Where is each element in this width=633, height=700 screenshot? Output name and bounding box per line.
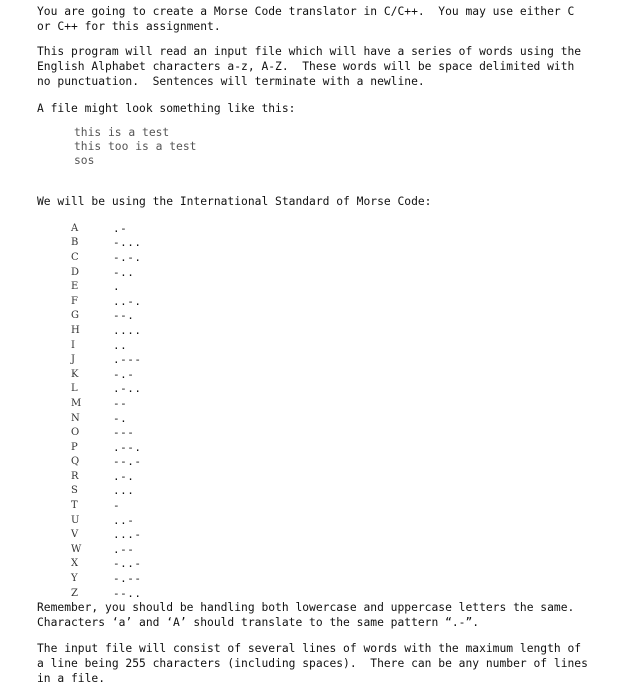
- morse-row: [71, 498, 191, 513]
- morse-letter: L: [71, 383, 78, 395]
- morse-row: [71, 352, 191, 367]
- morse-code-pattern: -..: [113, 265, 135, 279]
- example-line: sos: [74, 154, 95, 167]
- morse-code-pattern: -.-: [113, 367, 135, 381]
- morse-row: [71, 586, 191, 601]
- morse-row: [71, 571, 191, 586]
- morse-code-pattern: --.: [113, 309, 135, 323]
- morse-row: [71, 279, 191, 294]
- morse-code-pattern: .-..: [113, 382, 142, 396]
- morse-code-pattern: -: [113, 499, 121, 513]
- morse-letter: E: [71, 281, 79, 293]
- morse-code-table: [71, 221, 191, 600]
- morse-row: [71, 469, 191, 484]
- example-line: this is a test: [74, 126, 170, 139]
- morse-row: [71, 382, 191, 397]
- morse-code-pattern: -.: [113, 411, 128, 425]
- morse-code-pattern: .-: [113, 221, 128, 235]
- morse-row: [71, 236, 191, 251]
- morse-letter: K: [71, 368, 79, 380]
- morse-row: [71, 367, 191, 382]
- morse-letter: C: [71, 251, 79, 263]
- case-note-paragraph: Remember, you should be handling both lowercase and uppercase letters the same. Characters ‘a’ and ‘A’ should translate to the same pattern “.-”.: [37, 601, 575, 629]
- morse-letter: G: [71, 310, 79, 322]
- morse-letter: U: [71, 514, 80, 526]
- morse-letter: D: [71, 266, 80, 278]
- morse-letter: Z: [71, 587, 78, 599]
- morse-row: [71, 309, 191, 324]
- morse-row: [71, 323, 191, 338]
- morse-code-pattern: ---: [113, 426, 135, 440]
- morse-row: [71, 527, 191, 542]
- morse-letter: P: [71, 441, 78, 453]
- description-paragraph: This program will read an input file which will have a series of words using the English Alphabet characters a-z, A-Z. These words will be space delimited with no punctuation. Sentences will terminate with a newline.: [37, 45, 582, 88]
- morse-code-pattern: -...: [113, 236, 142, 250]
- morse-row: [71, 484, 191, 499]
- morse-code-pattern: ...-: [113, 528, 142, 542]
- morse-letter: R: [71, 470, 79, 482]
- morse-row: [71, 440, 191, 455]
- morse-letter: S: [71, 485, 78, 497]
- morse-letter: O: [71, 427, 80, 439]
- morse-row: [71, 396, 191, 411]
- morse-code-pattern: ..: [113, 338, 128, 352]
- morse-code-pattern: -..-: [113, 557, 142, 571]
- morse-letter: V: [71, 529, 79, 541]
- morse-code-pattern: .--.: [113, 440, 142, 454]
- morse-code-pattern: --..: [113, 586, 142, 600]
- morse-code-pattern: .--: [113, 542, 135, 556]
- morse-code-pattern: .-.: [113, 469, 135, 483]
- morse-letter: A: [71, 222, 79, 234]
- morse-code-pattern: ..-.: [113, 294, 142, 308]
- morse-code-pattern: .---: [113, 353, 142, 367]
- morse-letter: F: [71, 295, 78, 307]
- morse-code-pattern: -.-.: [113, 250, 142, 264]
- example-intro: A file might look something like this:: [37, 102, 296, 115]
- morse-row: [71, 542, 191, 557]
- morse-letter: T: [71, 500, 78, 512]
- morse-code-pattern: -.--: [113, 572, 142, 586]
- morse-code-pattern: .: [113, 280, 121, 294]
- morse-letter: M: [71, 397, 82, 409]
- morse-letter: W: [71, 543, 82, 555]
- morse-letter: I: [71, 339, 75, 351]
- morse-row: [71, 250, 191, 265]
- example-line: this too is a test: [74, 140, 197, 153]
- input-note-paragraph: The input file will consist of several lines of words with the maximum length of a line being 255 characters (including spaces). There can be any number of lines in a file.: [37, 642, 588, 685]
- morse-letter: X: [71, 558, 79, 570]
- morse-row: [71, 455, 191, 470]
- morse-code-pattern: ...: [113, 484, 135, 498]
- morse-row: [71, 338, 191, 353]
- morse-code-pattern: --: [113, 396, 128, 410]
- morse-row: [71, 221, 191, 236]
- morse-letter: J: [71, 354, 76, 366]
- morse-letter: Q: [71, 456, 80, 468]
- morse-row: [71, 294, 191, 309]
- morse-letter: B: [71, 237, 79, 249]
- morse-row: [71, 411, 191, 426]
- morse-letter: N: [71, 412, 80, 424]
- morse-row: [71, 425, 191, 440]
- morse-row: [71, 513, 191, 528]
- morse-row: [71, 557, 191, 572]
- morse-code-pattern: ....: [113, 323, 142, 337]
- morse-code-pattern: ..-: [113, 513, 135, 527]
- morse-letter: H: [71, 324, 80, 336]
- standard-intro: We will be using the International Standard of Morse Code:: [37, 195, 432, 208]
- morse-row: [71, 265, 191, 280]
- morse-code-pattern: --.-: [113, 455, 142, 469]
- morse-letter: Y: [71, 573, 78, 585]
- intro-paragraph: You are going to create a Morse Code translator in C/C++. You may use either C or C++ for this assignment.: [37, 5, 575, 33]
